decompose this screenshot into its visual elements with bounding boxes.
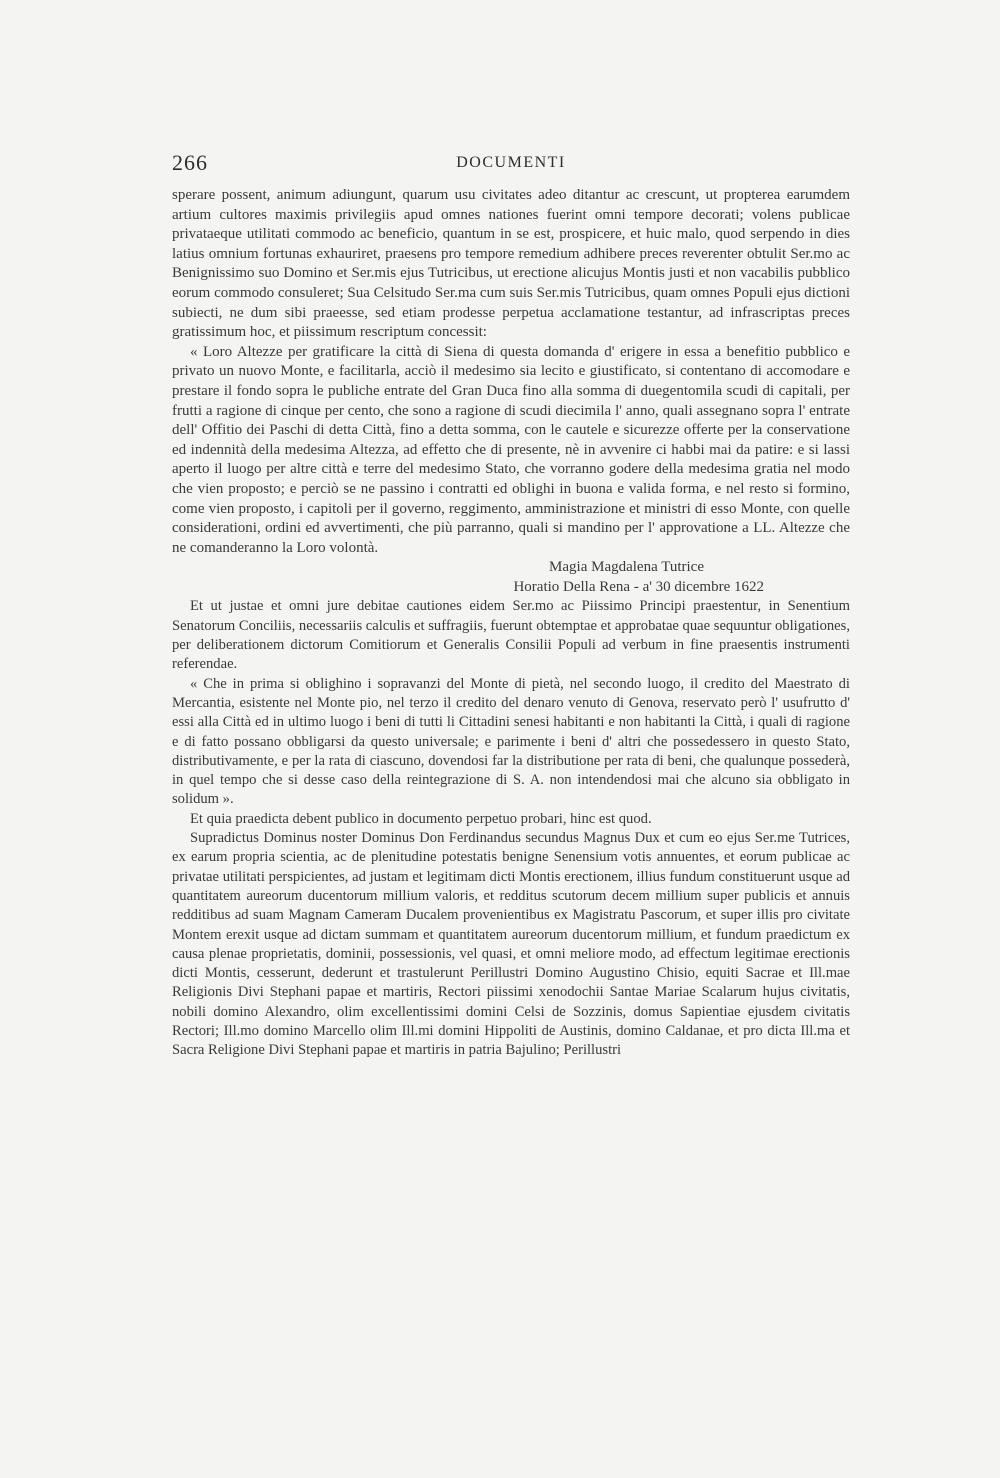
paragraph: Et quia praedicta debent publico in documento perpetuo probari, hinc est quod. xyxy=(190,810,652,827)
signature-line: Horatio Della Rena - a' 30 dicembre 1622 xyxy=(513,578,764,595)
paragraph: Supradictus Dominus noster Dominus Don Ferdinandus secundus Magnus Dux et cum eo ejus Ser.me Tutrices, ex earum propria scientia, ac de plenitudine potestatis benigne Senensium votis annuentes, et eorum publicae ac privatae utilitati perspicientes, ad justam et legitimam dicti Montis erectionem, illius fundum constituerunt usque ad quantitatem aureorum ducentorum millium valoris, et redditus scutorum decem millium super publicis et annuis redditibus ad suam Magnam Cameram Ducalem provenientibus ex Magistratu Pascorum, et super illis pro civitate Montem erexit usque ad dictam summam et quantitatem aureorum ducentorum millium, et fundum praedictum ex causa plenae proprietatis, dominii, possessionis, vel quasi, et omni meliore modo, ad effectum legitimae erectionis dicti Montis, cesserunt, dederunt et trastulerunt Perillustri Domino Augustino Chisio, equiti Sacrae et Ill.mae Religionis Divi Stephani papae et martiris, Rectori piissimi xenodochii Santae Mariae Scalarum hujus civitatis, nobili domino Alexandro, olim excellentissimi domini Celsi de Sozzinis, domus Sapientiae ejusdem civitatis Rectori; Ill.mo domino Marcello olim Ill.mi domini Hippoliti de Austinis, domino Caldanae, et pro dicta Ill.ma et Sacra Religione Divi Stephani papae et martiris in patria Bajulino; Perillustri xyxy=(172,830,850,1059)
body-text xyxy=(172,186,850,1061)
paragraph: « Loro Altezze per gratificare la città di Siena di questa domanda d' erigere in essa a benefitio pubblico e privato un nuovo Monte, e facilitarla, acciò il medesimo sia lecito e giustificato, si contentano di accomodare e prestare il fondo sopra le publiche entrate del Gran Duca fino alla somma di duegentomila scudi di capitali, per frutti a ragione di cinque per cento, che sono a ragione di scudi diecimila l' anno, quali assegnano sopra l' entrate dell' Offitio dei Paschi di detta Città, fino a detta somma, con le cautele e sicurezze offerte per la conservatione ed indennità della medesima Altezza, ad effetto che di presente, nè in avvenire ci habbi mai da patire: e si lassi aperto il luogo per altre città e terre del medesimo Stato, che vorranno godere della medesima gratia nel modo che vien proposto; e perciò se ne passino i contratti ed oblighi in buona e valida forma, e nel resto si formino, come vien proposto, i capitoli per il governo, reggimento, amministrazione et ministri di esso Monte, con quelle considerationi, ordini ed avvertimenti, che più parranno, quali si mandino per l' approvatione a LL. Altezze che ne comanderanno la Loro volontà. xyxy=(172,343,850,556)
paragraph: sperare possent, animum adiungunt, quarum usu civitates adeo ditantur ac crescunt, ut propterea earumdem artium cultores maximis privilegiis apud omnes nationes fuerint omni tempore decorati; volens publicae privataeque utilitati commodo ac beneficio, quantum in se est, prospicere, et huic malo, quod serpendo in dies latius omnium fortunas exhauriret, praesens pro tempore remedium adhibere preces reverenter obtulit Ser.mo ac Benignissimo suo Domino et Ser.mis ejus Tutricibus, ut erectione alicujus Montis justi et non vacabilis pubblico eorum commodo consuleret; Sua Celsitudo Ser.ma cum suis Ser.mis Tutricibus, quam omnes Populi ejus dictioni subiecti, ne dum sibi praeesse, sed etiam prodesse perpetua acclamatione testantur, ad infrascriptas preces gratissimum hoc, et piissimum rescriptum concessit: xyxy=(172,187,850,341)
signature-line: Magia Magdalena Tutrice xyxy=(549,559,704,576)
page-number: 266 xyxy=(172,150,208,175)
running-head: DOCUMENTI xyxy=(456,154,566,171)
page-header xyxy=(172,150,850,178)
lower-section xyxy=(172,597,850,1060)
paragraph: Et ut justae et omni jure debitae cautiones eidem Ser.mo ac Piissimo Principi praestentur, in Senentium Senatorum Conciliis, necessariis calculis et suffragiis, fuerunt obtemptae et approbatae quae sequuntur obligationes, per deliberationem dictorum Comitiorum et Generalis Consilii Populi ad verbum in fine praesentis instrumenti referendae. xyxy=(172,598,850,673)
paragraph: « Che in prima si oblighino i sopravanzi del Monte di pietà, nel secondo luogo, il credito del Maestrato di Mercantia, esistente nel Monte pio, nel terzo il credito del denaro venuto di Genova, reservato però l' usufrutto d' essi alla Città ed in ultimo luogo i beni di tutti li Cittadini senesi habitanti e non habitanti la Città, i quali di ragione e di fatto possano obbligarsi da questo universale; e parimente i beni d' altri che possedessero in questo Stato, distributivamente, e per la rata di ciascuno, dovendosi far la distributione per rata di beni, che qualunque possederà, in quel tempo che si desse caso della reintegrazione di S. A. non intendendosi mai che alcuno sia obbligato in solidum ». xyxy=(172,675,850,808)
